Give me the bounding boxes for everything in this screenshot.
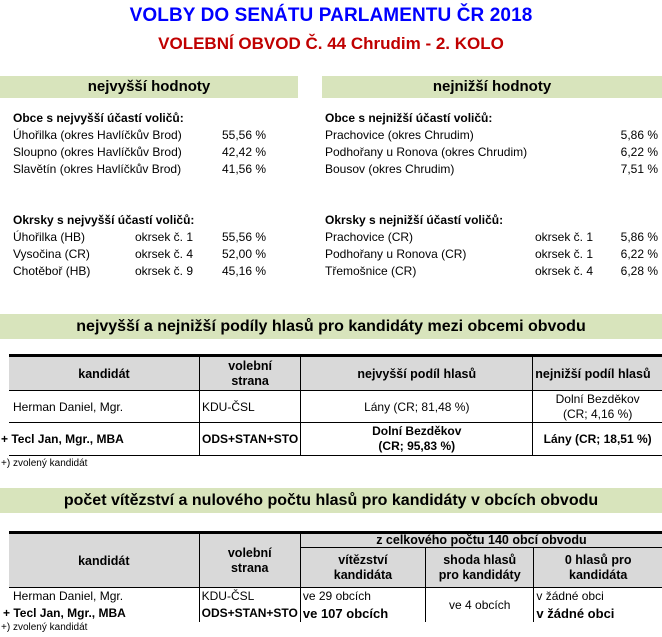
col-candidate: kandidát: [9, 356, 199, 391]
obec-value: 42,42 %: [222, 145, 267, 159]
candidate-name-text: + Tecl Jan, Mgr., MBA: [1, 432, 124, 446]
wins-table: [3, 531, 662, 622]
list-item: [13, 246, 298, 263]
col-party: [199, 356, 300, 391]
lowest-obce-heading: Obce s nejnižší účastí voličů:: [325, 111, 493, 125]
obec-value: 6,22 %: [620, 145, 658, 159]
col-tie-line2: pro kandidáty: [438, 567, 521, 582]
list-item: [13, 144, 298, 161]
obec-name: Podhořany u Ronova (okres Chrudim): [325, 145, 528, 159]
obec-name: Prachovice (okres Chrudim): [325, 128, 474, 142]
obec-value: 5,86 %: [620, 128, 658, 142]
col-wins-line2: kandidáta: [333, 567, 393, 582]
obec-value: 41,56 %: [222, 162, 267, 176]
wins-section-header: počet vítězství a nulového počtu hlasů pro kandidáty v obcích obvodu: [0, 488, 662, 513]
min-share-line1: Lány (CR; 18,51 %): [543, 432, 652, 446]
highest-obce-heading: Obce s nejvyšší účastí voličů:: [13, 111, 184, 125]
list-item: [13, 263, 298, 280]
lowest-obce-block: [325, 110, 660, 178]
col-party-line1: volební: [227, 545, 272, 560]
list-item: [325, 127, 660, 144]
table-row: [9, 423, 662, 456]
wins-count: ve 107 obcích: [300, 605, 425, 622]
okrsek-name: Chotěboř (HB): [13, 264, 91, 278]
page-subtitle: VOLEBNÍ OBVOD Č. 44 Chrudim - 2. KOLO: [158, 34, 504, 53]
zero-count: v žádné obci: [534, 588, 662, 605]
table-header-row: [9, 533, 662, 548]
okrsek-value: 6,28 %: [620, 264, 658, 278]
okrsek-number: okrsek č. 1: [135, 230, 194, 244]
max-share: [301, 423, 533, 456]
okrsek-value: 52,00 %: [222, 247, 267, 261]
list-item: [325, 161, 660, 178]
min-share: [533, 391, 662, 423]
obec-name: Slavětín (okres Havlíčkův Brod): [13, 162, 182, 176]
wins-footnote: +) zvolený kandidát: [1, 622, 88, 633]
max-share-line2: (CR; 95,83 %): [378, 439, 456, 453]
list-item: [13, 161, 298, 178]
shares-footnote: +) zvolený kandidát: [1, 458, 88, 469]
col-candidate: kandidát: [9, 533, 199, 588]
obec-value: 7,51 %: [620, 162, 658, 176]
table-row: [9, 391, 662, 423]
okrsek-number: okrsek č. 1: [535, 230, 594, 244]
list-item: [13, 127, 298, 144]
min-share: [533, 423, 662, 456]
max-share-line1: Dolní Bezděkov: [372, 424, 462, 438]
candidate-name: Herman Daniel, Mgr.: [9, 391, 199, 423]
party: ODS+STAN+STO: [199, 423, 300, 456]
okrsek-value: 6,22 %: [620, 247, 658, 261]
okrsek-number: okrsek č. 4: [135, 247, 194, 261]
list-item: [13, 229, 298, 246]
min-share-line1: Dolní Bezděkov: [555, 391, 640, 406]
highest-values-header: nejvyšší hodnoty: [0, 76, 298, 98]
zero-count: v žádné obci: [534, 605, 662, 622]
list-item: [325, 229, 660, 246]
col-tie: [426, 548, 534, 588]
col-party-line1: volební: [228, 358, 272, 373]
lowest-okrsky-block: [325, 212, 660, 280]
okrsek-value: 5,86 %: [620, 230, 658, 244]
shares-section-header: nejvyšší a nejnižší podíly hlasů pro kandidáty mezi obcemi obvodu: [0, 314, 662, 339]
col-party: [199, 533, 300, 588]
okrsek-number: okrsek č. 9: [135, 264, 194, 278]
lowest-okrsky-heading: Okrsky s nejnižší účastí voličů:: [325, 213, 504, 227]
table-row: [9, 605, 662, 622]
list-item: [325, 144, 660, 161]
max-share-line1: Lány (CR; 81,48 %): [364, 399, 470, 414]
tie-count: ve 4 obcích: [426, 588, 534, 622]
col-wins-line1: vítězství: [338, 552, 388, 567]
party: KDU-ČSL: [199, 588, 300, 605]
party: ODS+STAN+STO: [199, 605, 300, 622]
col-max-share: nejvyšší podíl hlasů: [301, 356, 533, 391]
wins-count: ve 29 obcích: [300, 588, 425, 605]
col-min-share: nejnižší podíl hlasů: [533, 356, 662, 391]
col-party-line2: strana: [231, 373, 269, 388]
okrsek-value: 55,56 %: [222, 230, 267, 244]
highest-obce-block: [13, 110, 298, 178]
highest-okrsky-heading: Okrsky s nejvyšší účastí voličů:: [13, 213, 195, 227]
obec-name: Bousov (okres Chrudim): [325, 162, 455, 176]
col-zero: [534, 548, 662, 588]
okrsek-name: Podhořany u Ronova (CR): [325, 247, 467, 261]
max-share: [301, 391, 533, 423]
okrsek-name: Úhořilka (HB): [13, 230, 86, 244]
candidate-name-text: + Tecl Jan, Mgr., MBA: [3, 606, 126, 620]
obec-value: 55,56 %: [222, 128, 267, 142]
shares-table: [1, 354, 662, 456]
okrsek-name: Vysočina (CR): [13, 247, 90, 261]
col-tie-line1: shoda hlasů: [443, 552, 517, 567]
candidate-name: [3, 605, 199, 622]
list-item: [325, 246, 660, 263]
col-group-total: z celkového počtu 140 obcí obvodu: [300, 533, 662, 548]
page-title: VOLBY DO SENÁTU PARLAMENTU ČR 2018: [129, 5, 533, 26]
col-wins: [300, 548, 425, 588]
okrsek-number: okrsek č. 4: [535, 264, 594, 278]
col-zero-line2: kandidáta: [569, 567, 628, 582]
list-item: [325, 263, 660, 280]
highest-okrsky-block: [13, 212, 298, 280]
party: KDU-ČSL: [199, 391, 300, 423]
obec-name: Sloupno (okres Havlíčkův Brod): [13, 145, 182, 159]
okrsek-name: Prachovice (CR): [325, 230, 414, 244]
obec-name: Úhořilka (okres Havlíčkův Brod): [13, 128, 182, 142]
col-party-line2: strana: [230, 560, 269, 575]
col-zero-line1: 0 hlasů pro: [564, 552, 632, 567]
table-header-row: [9, 356, 662, 391]
okrsek-name: Třemošnice (CR): [325, 264, 417, 278]
okrsek-number: okrsek č. 1: [535, 247, 594, 261]
candidate-name: Herman Daniel, Mgr.: [13, 589, 124, 604]
candidate-name: [1, 423, 199, 456]
lowest-values-header: nejnižší hodnoty: [322, 76, 662, 98]
okrsek-value: 45,16 %: [222, 264, 267, 278]
table-row: [9, 588, 662, 605]
min-share-line2: (CR; 4,16 %): [562, 406, 633, 421]
